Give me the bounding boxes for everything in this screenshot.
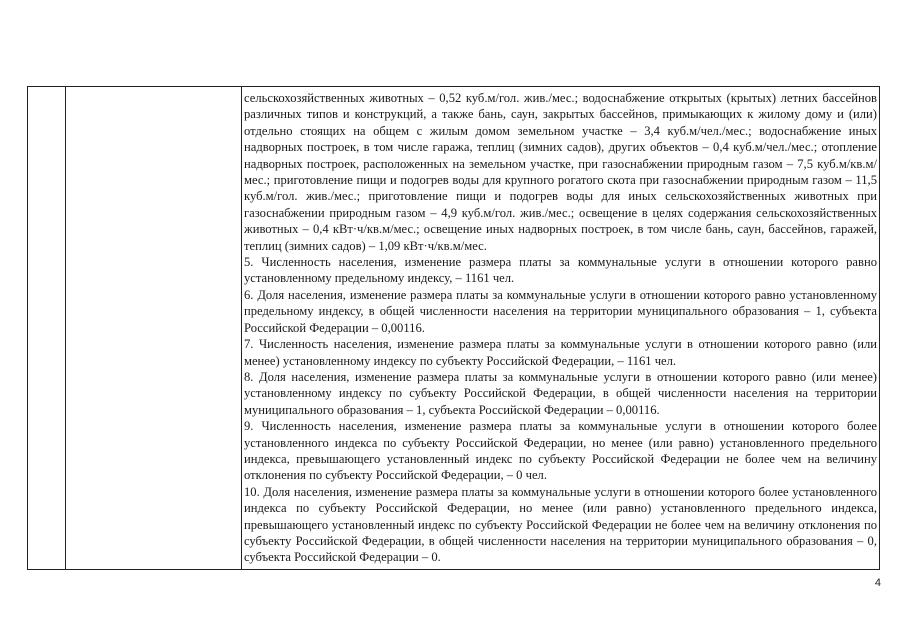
page-number: 4 <box>874 577 881 589</box>
document-table <box>27 86 880 570</box>
table-column-divider <box>65 87 66 569</box>
paragraph-continuation: сельскохозяйственных животных – 0,52 куб.м/гол. жив./мес.; водоснабжение открытых (крытых) летних бассейнов различных типов и конструкций, а также бань, саун, закрытых бассейнов, примыкающих к жилому дому и (или) отдельно стоящих на общем с жилым домом земельном участке – 3,4 куб.м/чел./мес.; водоснабжение иных надворных построек, в том числе гаража, теплиц (зимних садов), других объектов – 0,4 куб.м/чел./мес.; отопление надворных построек, расположенных на земельном участке, при газоснабжении природным газом – 7,5 куб.м/кв.м/мес.; приготовление пищи и подогрев воды для крупного рогатого скота при газоснабжении природным газом – 11,5 куб.м/гол. жив./мес.; приготовление пищи и подогрев воды для иных сельскохозяйственных животных при газоснабжении природным газом – 4,9 куб.м/гол. жив./мес.; освещение в целях содержания сельскохозяйственных животных – 0,4 кВт·ч/кв.м/мес.; освещение иных надворных построек, в том числе бань, саун, бассейнов, гаражей, теплиц (зимних садов) – 1,09 кВт·ч/кв.м/мес. <box>244 91 877 253</box>
paragraph-item-6: 6. Доля населения, изменение размера платы за коммунальные услуги в отношении которого равно установленному предельному индексу, в общей численности населения на территории муниципального образования – 1, субъекта Российской Федерации – 0,00116. <box>244 287 877 335</box>
paragraph-item-10: 10. Доля населения, изменение размера платы за коммунальные услуги в отношении которого более установленного индекса по субъекту Российской Федерации, но менее (или равно) установленного предельного индекса, превышающего установленный индекс по субъекту Российской Федерации не более чем на величину отклонения по субъекту Российской Федерации, в общей численности населения на территории муниципального образования – 0, субъекта Российской Федерации – 0. <box>244 484 877 565</box>
table-text-cell <box>244 90 877 566</box>
table-column-divider <box>241 87 242 569</box>
paragraph-item-5: 5. Численность населения, изменение размера платы за коммунальные услуги в отношении которого равно установленному предельному индексу, – 1161 чел. <box>244 255 877 286</box>
paragraph-item-7: 7. Численность населения, изменение размера платы за коммунальные услуги в отношении которого равно (или менее) установленному индексу по субъекту Российской Федерации, – 1161 чел. <box>244 337 877 368</box>
paragraph-item-9: 9. Численность населения, изменение размера платы за коммунальные услуги в отношении которого более установленного индекса по субъекту Российской Федерации, но менее (или равно) установленного предельного индекса, превышающего установленный индекс по субъекту Российской Федерации не более чем на величину отклонения по субъекту Российской Федерации, – 0 чел. <box>244 419 877 483</box>
paragraph-item-8: 8. Доля населения, изменение размера платы за коммунальные услуги в отношении которого равно (или менее) установленному индексу по субъекту Российской Федерации, в общей численности населения на территории муниципального образования – 1, субъекта Российской Федерации – 0,00116. <box>244 369 877 417</box>
